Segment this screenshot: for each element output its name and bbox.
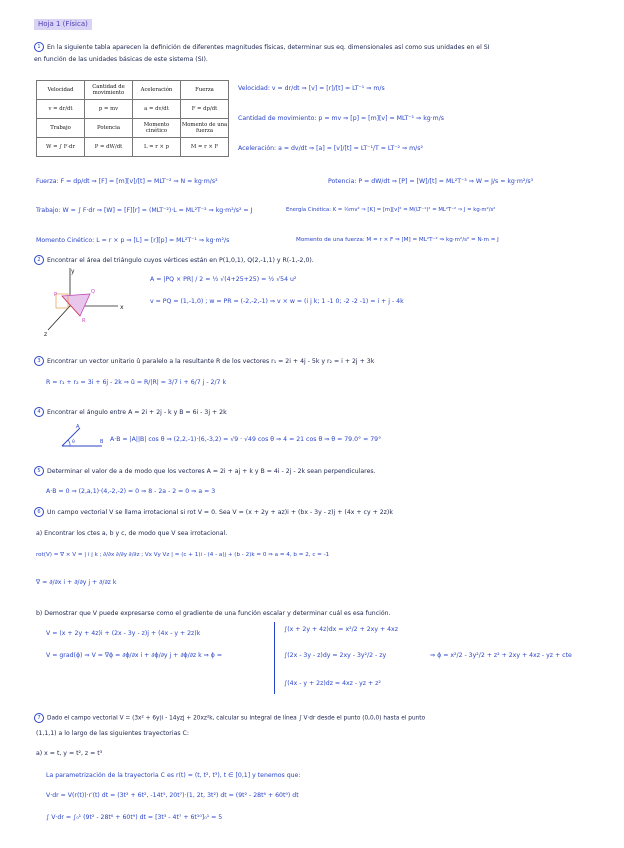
q7-vdr: V·dr = V(r(t))·r′(t) dt = (3t² + 6t², -14t⁵, 20t⁷)·(1, 2t, 3t²) dt = (9t² - 28t⁶ + 60t⁹) dt — [46, 792, 299, 799]
q6-integral-z: ∫(4x - y + 2z)dz = 4xz - yz + z² — [284, 680, 381, 687]
vector-label-b: B — [100, 439, 104, 445]
cantidad-movimiento-answer: Cantidad de movimiento: p = mv ⇒ [p] = [m][v] = MLT⁻¹ ⇒ kg·m/s — [238, 115, 445, 122]
q1-text1: En la siguiente tabla aparecen la definición de diferentes magnitudes físicas, determinar sus eq. dimensionales así como sus unidades en el SI — [47, 44, 490, 51]
q2-text: Encontrar el área del triángulo cuyos vértices están en P(1,0,1), Q(2,-1,1) y R(-1,-2,0). — [47, 257, 314, 264]
table-cell: F = dp/dt — [181, 100, 229, 119]
point-label-q: Q — [91, 289, 95, 295]
aceleracion-answer: Aceleración: a = dv/dt ⇒ [a] = [v]/[t] = LT⁻¹/T = LT⁻² ⇒ m/s² — [238, 145, 423, 152]
table-cell: Cantidad de movimiento — [85, 81, 133, 100]
q6-phi-result: ⇒ ϕ = x²/2 - 3y²/2 + z² + 2xy + 4xz - yz + cte — [430, 652, 572, 659]
z-axis-line — [48, 306, 70, 330]
table-cell: Momento de una fuerza — [181, 119, 229, 138]
q6-nabla: ∇ = ∂/∂x i + ∂/∂y j + ∂/∂z k — [36, 579, 117, 586]
q4-number: 4 — [34, 407, 44, 417]
q7-case-a: a) x = t, y = t², z = t³ — [36, 750, 103, 757]
table-cell: Aceleración — [133, 81, 181, 100]
axis-label-y: y — [71, 268, 75, 275]
q6-part-a-label: a) Encontrar los ctes a, b y c, de modo que V sea irrotacional. — [36, 530, 228, 537]
momento-cinetico-answer: Momento Cinético: L = r × p ⇒ [L] = [r][p] = ML²T⁻¹ ⇒ kg·m²/s — [36, 237, 230, 244]
angle-figure — [60, 424, 106, 450]
q4-text: Encontrar el ángulo entre A = 2i + 2j - k y B = 6i - 3j + 2k — [47, 409, 227, 416]
q2-number: 2 — [34, 255, 44, 265]
magnitudes-table — [36, 80, 229, 157]
velocidad-answer: Velocidad: v = dr/dt ⇒ [v] = [r]/[t] = LT⁻¹ ⇒ m/s — [238, 85, 385, 92]
vector-label-a: A — [76, 424, 80, 430]
integral-brace — [274, 622, 275, 694]
q5-text: Determinar el valor de a de modo que los vectores A = 2i + aj + k y B = 4i - 2j - 2k sean perpendiculares. — [47, 468, 376, 475]
q6-rot: rot(V) = ∇ × V = | i j k ; ∂/∂x ∂/∂y ∂/∂z ; Vx Vy Vz | = (c + 1)i - (4 - a)j + (b - 2)k = 0 ⇒ a = 4, b = 2, c = -1 — [36, 552, 330, 558]
table-cell: M = r × F — [181, 138, 229, 157]
fuerza-answer: Fuerza: F = dp/dt ⇒ [F] = [m][v]/[t] = MLT⁻² ⇒ N = kg·m/s² — [36, 178, 218, 185]
q6-number: 6 — [34, 507, 44, 517]
table-cell: v = dr/dt — [37, 100, 85, 119]
axis-label-z: z — [44, 331, 48, 338]
momento-fuerza-answer: Momento de una fuerza: M = r × F ⇒ [M] = ML²T⁻² ⇒ kg·m²/s² = N·m = J — [296, 237, 499, 243]
q5-result: A·B = 0 ⇒ (2,a,1)·(4,-2,-2) = 0 ⇒ 8 - 2a - 2 = 0 ⇒ a = 3 — [46, 488, 216, 495]
trabajo-answer: Trabajo: W = ∫ F·dr ⇒ [W] = [F][r] = (MLT⁻²)·L = ML²T⁻² ⇒ kg·m²/s² = J — [36, 207, 253, 214]
q1-statement-line1 — [34, 42, 490, 52]
sheet-title-tag: Hoja 1 (Física) — [34, 19, 92, 30]
potencia-answer: Potencia: P = dW/dt ⇒ [P] = [W]/[t] = ML²T⁻³ ⇒ W = J/s = kg·m²/s³ — [328, 178, 534, 185]
q7-number: 7 — [34, 713, 44, 723]
q6-statement — [34, 507, 393, 517]
table-cell: Trabajo — [37, 119, 85, 138]
q7-param-intro: La parametrización de la trayectoria C es r(t) = (t, t², t³), t ∈ [0,1] y tenemos que: — [46, 772, 301, 779]
q2-vectors: v = PQ = (1,-1,0) ; w = PR = (-2,-2,-1) ⇒ v × w = (i j k; 1 -1 0; -2 -2 -1) = i + j - 4k — [150, 298, 404, 305]
table-cell: p = mv — [85, 100, 133, 119]
table-cell: L = r × p — [133, 138, 181, 157]
triangle-pqr — [62, 294, 90, 316]
q6-part-b-label: b) Demostrar que V puede expresarse como el gradiente de una función escalar y determinar cuál es esa función. — [36, 610, 391, 617]
q3-number: 3 — [34, 356, 44, 366]
vector-a-line — [62, 428, 80, 446]
table-cell: W = ∫ F·dr — [37, 138, 85, 157]
point-label-p: P — [54, 292, 58, 298]
q2-area: A = |PQ × PR| / 2 = ½ √(4+25+25) = ½ √54 u² — [150, 276, 297, 283]
table-cell: Fuerza — [181, 81, 229, 100]
q7-statement — [34, 713, 425, 724]
axis-label-x: x — [120, 304, 124, 311]
q6-integral-x: ∫(x + 2y + 4z)dx = x²/2 + 2xy + 4xz — [284, 626, 398, 633]
q7-statement-line2: (1,1,1) a lo largo de las siguientes trayectorias C: — [36, 730, 189, 737]
q4-statement — [34, 407, 227, 417]
q6-v-equation: V = (x + 2y + 4z)i + (2x - 3y - z)j + (4x - y + 2z)k — [46, 630, 201, 637]
table-cell: Velocidad — [37, 81, 85, 100]
table-cell: P = dW/dt — [85, 138, 133, 157]
triangle-3d-figure — [40, 266, 130, 338]
q3-result: R = r₁ + r₂ = 3i + 6j - 2k ⇒ û = R/|R| = 3/7 i + 6/7 j - 2/7 k — [46, 379, 227, 386]
q7-text: Dado el campo vectorial V = (3x² + 6y)i - 14yzj + 20xz²k, calcular su integral de línea ∫ V·dr desde el punto (0,0,0) hasta el punto — [47, 715, 426, 722]
q1-number: 1 — [34, 42, 44, 52]
q5-number: 5 — [34, 466, 44, 476]
q7-integral: ∫ V·dr = ∫₀¹ (9t² - 28t⁶ + 60t⁹) dt = [3t³ - 4t⁷ + 6t¹⁰]₀¹ = 5 — [46, 814, 223, 821]
q2-statement — [34, 255, 314, 265]
q1-statement-line2: en función de las unidades básicas de este sistema (SI). — [34, 56, 208, 63]
q5-statement — [34, 466, 376, 476]
table-cell: Potencia — [85, 119, 133, 138]
angle-arc — [68, 440, 70, 446]
table-cell: a = dv/dt — [133, 100, 181, 119]
angle-label-theta: θ — [72, 440, 75, 445]
q3-text: Encontrar un vector unitario û paralelo a la resultante R de los vectores r₁ = 2i + 4j - 5k y r₂ = i + 2j + 3k — [47, 358, 375, 365]
point-label-r: R — [82, 318, 86, 324]
q6-gradient: V = grad(ϕ) ⇒ V = ∇ϕ = ∂ϕ/∂x i + ∂ϕ/∂y j + ∂ϕ/∂z k ⇒ ϕ = — [46, 652, 223, 659]
q4-result: A·B = |A||B| cos θ ⇒ (2,2,-1)·(6,-3,2) = √9 · √49 cos θ ⇒ 4 = 21 cos θ ⇒ θ = 79.0° ≈ 79° — [110, 436, 382, 443]
q3-statement — [34, 356, 374, 366]
table-cell: Momento cinético — [133, 119, 181, 138]
energia-cinetica-answer: Energía Cinética: K = ½mv² ⇒ [K] = [m][v]² = M(LT⁻¹)² = ML²T⁻² ⇒ J = kg·m²/s² — [286, 207, 496, 213]
q6-text: Un campo vectorial V se llama irrotacional si rot V = 0. Sea V = (x + 2y + az)i + (bx - 3y - z)j + (4x + cy + 2z)k — [47, 509, 393, 516]
q6-integral-y: ∫(2x - 3y - z)dy = 2xy - 3y²/2 - zy — [284, 652, 387, 659]
